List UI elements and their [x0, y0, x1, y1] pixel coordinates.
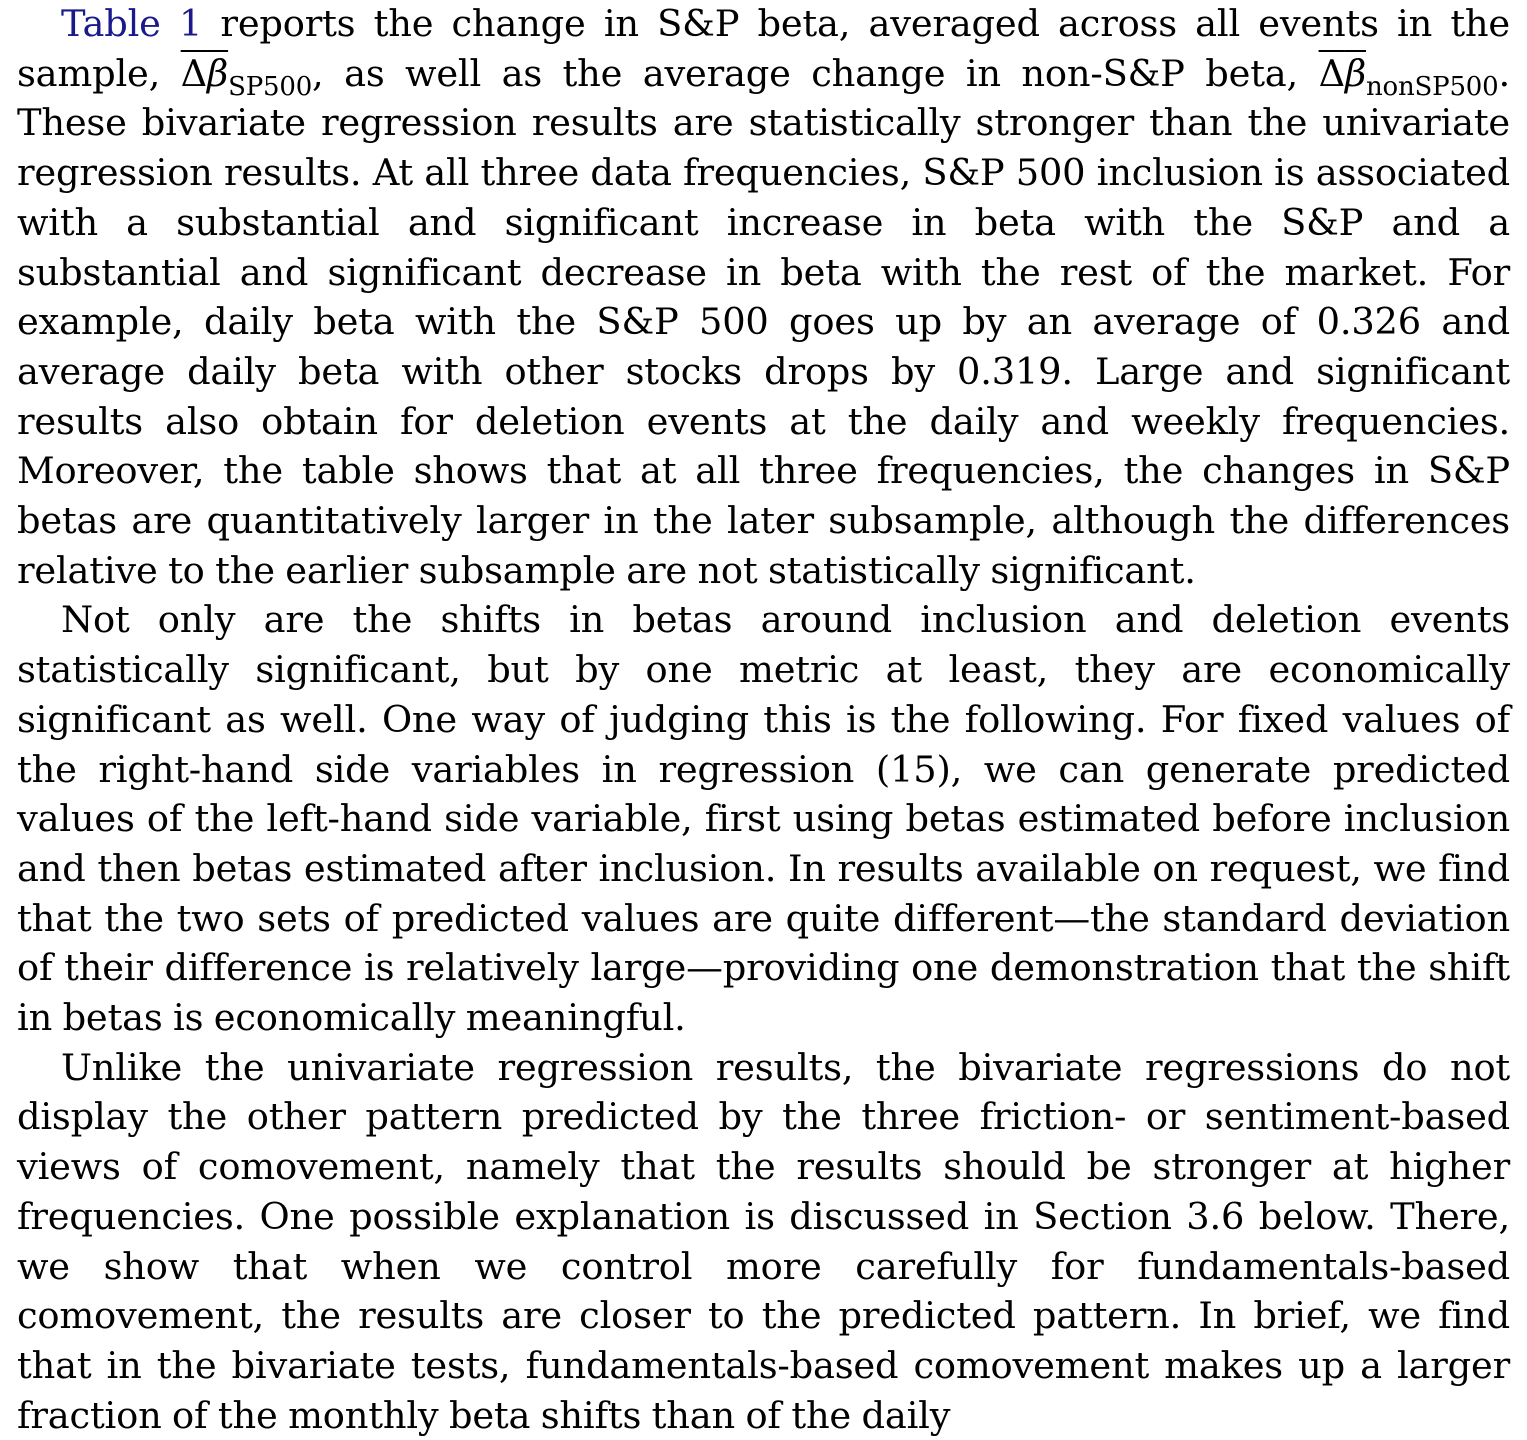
delta-beta-nonsp500-symbol: [1318, 51, 1499, 102]
delta-glyph: Δ: [1318, 51, 1345, 95]
paragraph-text: Not only are the shifts in betas around inclusion and deletion events statistically significant, but by one metric at least, they are economically significant as well. One way of judging this is the following. For fixed values of the right-hand side variables in regression (15), we can generate predicted values of the left-hand side variable, first using betas estimated before inclusion and then betas estimated after inclusion. In results available on request, we find that the two sets of predicted values are quite different—the standard deviation of their difference is relatively large—providing one demonstration that the shift in betas is economically meaningful.: [17, 598, 1510, 1040]
paragraph-text: , as well as the average change in non-S&P beta,: [312, 51, 1319, 95]
delta-beta-sp500-symbol: [180, 51, 313, 102]
subscript: nonSP500: [1366, 71, 1499, 102]
paragraph-3: [17, 1043, 1510, 1440]
paragraph-1: [17, 0, 1510, 595]
subscript: SP500: [228, 71, 313, 102]
table-1-link[interactable]: Table 1: [61, 2, 203, 45]
delta-glyph: Δ: [180, 51, 208, 95]
paragraph-text: . These bivariate regression results are statistically stronger than the univariate regression results. At all three data frequencies, S&P 500 inclusion is associated with a substantial and significant increase in beta with the S&P and a substantial and significant decrease in beta with the rest of the market. For example, daily beta with the S&P 500 goes up by an average of 0.326 and average daily beta with other stocks drops by 0.319. Large and significant results also obtain for deletion events at the daily and weekly frequencies. Moreover, the table shows that at all three frequencies, the changes in S&P betas are quantitatively larger in the later subsample, although the differences relative to the earlier subsample are not statistically significant.: [17, 51, 1510, 592]
paragraph-2: [17, 595, 1510, 1042]
beta-glyph: β: [207, 51, 229, 95]
paragraph-text: Unlike the univariate regression results, the bivariate regressions do not display the other pattern predicted by the three friction- or sentiment-based views of comovement, namely that the results should be stronger at higher frequencies. One possible explanation is discussed in Section 3.6 below. There, we show that when we control more carefully for fundamentals-based comovement, the results are closer to the predicted pattern. In brief, we find that in the bivariate tests, fundamentals-based comovement makes up a larger fraction of the monthly beta shifts than of the daily: [17, 1045, 1510, 1437]
paragraph-text: reports the change in S&P beta, averaged across all events in the sample,: [17, 2, 1510, 95]
beta-glyph: β: [1344, 51, 1367, 95]
